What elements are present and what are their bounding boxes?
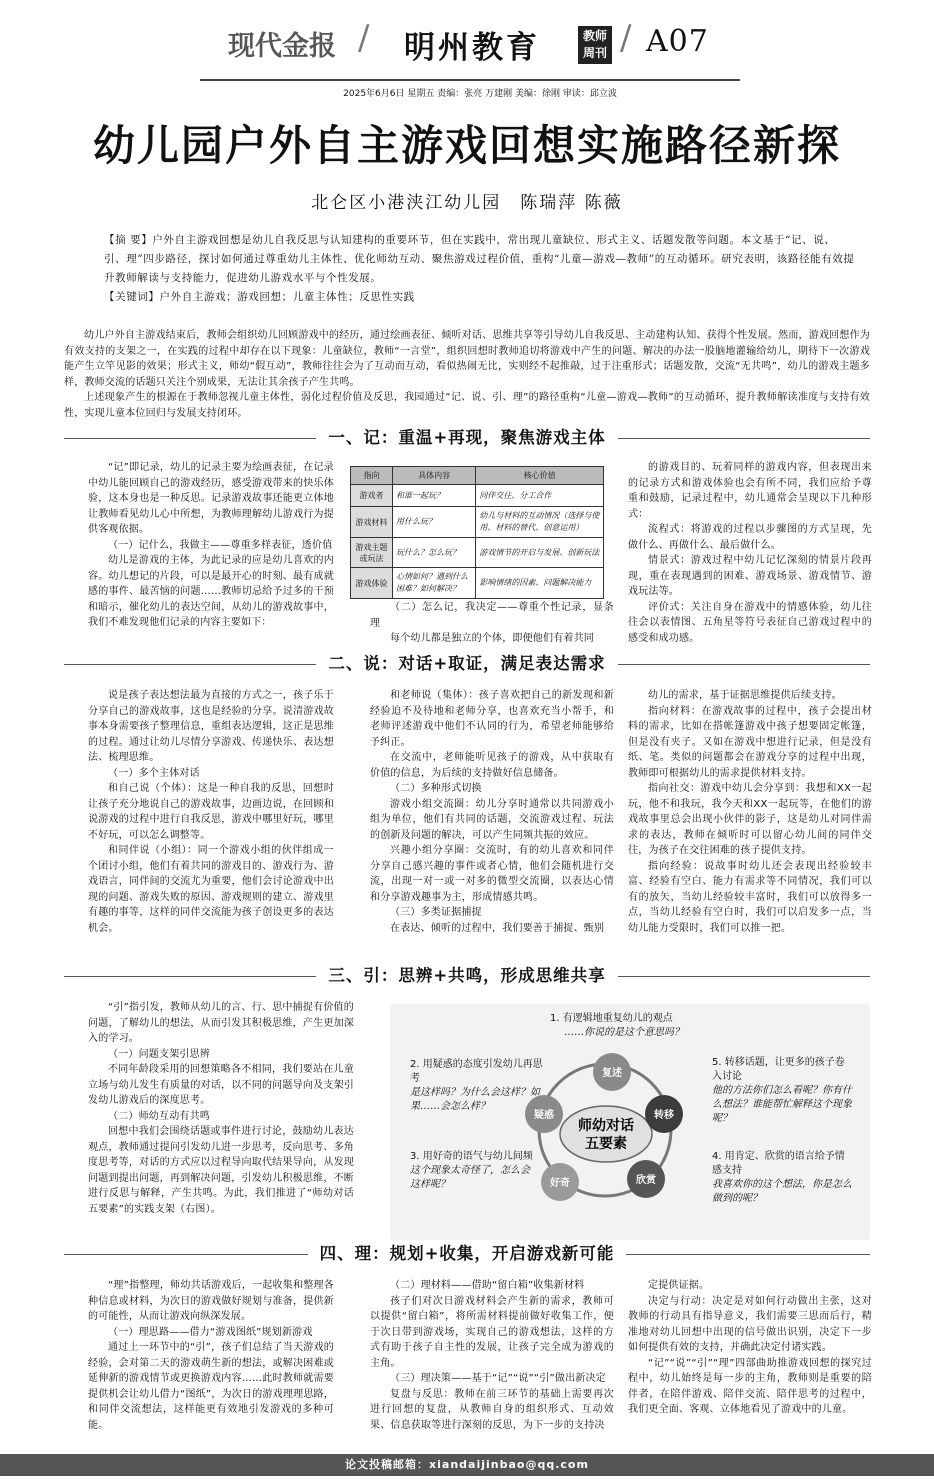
table-cell: 游戏主题或玩法 bbox=[351, 538, 393, 568]
column bbox=[628, 688, 872, 936]
abstract-block bbox=[104, 231, 856, 307]
diagram-note-4 bbox=[712, 1150, 854, 1206]
dateline: 2025年6月6日 星期五 责编：张亮 万建刚 美编：徐刚 审读：邱立波 bbox=[343, 89, 617, 99]
table-row bbox=[351, 568, 604, 599]
paragraph: “引”指引发，教师从幼儿的言、行、思中捕捉有价值的问题，了解幼儿的想法，从而引发其积极思维，产生更加深入的学习。 bbox=[88, 1002, 354, 1044]
paragraph: 在表达、倾听的过程中，我们要善于捕捉、甄别 bbox=[390, 922, 605, 934]
paragraph: 决定与行动：决定是对如何行动做出主张，这对教师的行动具有指导意义，我们需要三思而后行，精准地对幼儿回想中出现的信号做出识别，决定下一步如何提供有效的支持，并确此决定付诸实践。 bbox=[628, 1295, 872, 1353]
subheading: （二）理材料——借助“留白箱”收集新材料 bbox=[390, 1280, 585, 1291]
paragraph: 说是孩子表达想法最为直接的方式之一，孩子乐于分享自己的游戏故事，这也是经验的分享。说清游戏故事本身需要孩子整理信息，重组表达逻辑，这正是思维的过程。通过让幼儿尽情分享游戏、传递快乐、表达想法、梳理思维。 bbox=[88, 690, 334, 763]
paper-name: 现代金报 bbox=[228, 31, 336, 62]
table-cell: 和谁一起玩？ bbox=[393, 485, 476, 507]
section-heading bbox=[64, 650, 870, 678]
paragraph: 幼儿是游戏的主体，为此记录的应是幼儿喜欢的内容。幼儿想记的片段，可以是最开心的时刻、最有成就感的事件、最苦恼的问题……教师切忌给予过多的干预和暗示，催化幼儿的表达空间，从幼儿的游戏故事中，我们不难发现他们记录的内容主要如下： bbox=[88, 555, 334, 628]
article-byline: 北仑区小港浃江幼儿园 陈瑞萍 陈薇 bbox=[311, 193, 623, 213]
table-row bbox=[351, 538, 604, 568]
table-cell: 同伴交往、分工合作 bbox=[476, 485, 604, 507]
section-title: 三、引：思辨+共鸣，形成思维共享 bbox=[316, 966, 617, 985]
section-heading bbox=[64, 962, 870, 990]
paragraph: 上述现象产生的根源在于教师忽视儿童主体性，弱化过程价值及反思，我园通过“记、说、引、理”的路径重构“儿童—游戏—教师”的互动循环，提升教师解读准度与支持有效性，实现儿童本位回归与发展支持闭环。 bbox=[64, 392, 870, 419]
table-cell: 幼儿与材料的互动情况（选择与使用、材料的替代、创意运用） bbox=[476, 507, 604, 538]
note-title: 4. 用肯定、欣赏的语言给予情感支持 bbox=[712, 1151, 845, 1176]
paragraph: 评价式：关注自身在游戏中的情感体验，幼儿往往会以表情图、五角星等符号表征自己游戏过程中的感受和成功感。 bbox=[628, 601, 872, 644]
section-heading bbox=[64, 424, 870, 452]
subheading: （一）记什么，我做主——尊重多样表征，透价值 bbox=[108, 539, 333, 551]
column bbox=[88, 688, 334, 936]
table-cell: 游戏者 bbox=[351, 485, 393, 507]
column bbox=[370, 600, 614, 647]
note-text: 我喜欢你的这个想法，你是怎么做到的呢？ bbox=[712, 1179, 852, 1204]
subheading: （二）怎么记，我决定——尊重个性记录，显条理 bbox=[370, 602, 614, 629]
subheading: （一）多个主体对话 bbox=[108, 767, 200, 779]
table-header: 具体内容 bbox=[393, 467, 476, 485]
node-label: 好奇 bbox=[550, 1178, 570, 1189]
paragraph: 复盘与反思：教师在前三环节的基础上需要再次进行回想的复盘，从教师自身的组织形式、互动效果、信息获取等进行深刻的反思，为下一步的支持决 bbox=[370, 1388, 614, 1431]
abstract: 【摘 要】户外自主游戏回想是幼儿自我反思与认知建构的重要环节，但在实践中，常出现儿童缺位、形式主义、话题发散等问题。本文基于“记、说、引、理”四步路径，探讨如何通过尊重幼儿主体性、优化师幼互动、聚焦游戏过程价值，重构“儿童—游戏—教师”的互动循环。研究表明，该路径能有效提升教师解读与支持能力，促进幼儿游戏水平与个性发展。 bbox=[104, 234, 855, 284]
keywords: 【关键词】户外自主游戏；游戏回想；儿童主体性；反思性实践 bbox=[104, 291, 415, 303]
table-cell: 心情如何？遇到什么困难？如何解决？ bbox=[393, 568, 476, 599]
paragraph: 通过上一环节中的“引”，孩子们总结了当天游戏的经验，会对第二天的游戏萌生新的想法，或解决困难或延伸新的游戏情节或更换游戏内容……此时教师就需要提供机会让幼儿借力“图纸”，为次日的游戏理理思路，和同伴交流想法，这样能更有效地引发游戏的多种可能。 bbox=[88, 1342, 334, 1431]
column bbox=[628, 460, 872, 646]
note-title: 3. 用好奇的语气与幼儿间频 bbox=[410, 1151, 533, 1162]
article-headline: 幼儿园户外自主游戏回想实施路径新探 bbox=[92, 121, 841, 170]
table-cell: 玩什么？怎么玩？ bbox=[393, 538, 476, 568]
diagram-note-3 bbox=[410, 1150, 538, 1192]
separator: / bbox=[620, 18, 632, 58]
table-cell: 游戏材料 bbox=[351, 507, 393, 538]
note-title: 1. 有逻辑地重复幼儿的观点 bbox=[550, 1013, 673, 1024]
section-title: 一、记：重温+再现，聚焦游戏主体 bbox=[316, 428, 617, 447]
note-text: ……你说的是这个意思吗？ bbox=[564, 1027, 684, 1038]
page-number: A07 bbox=[646, 24, 709, 59]
paragraph: 回想中我们会围绕话题或事件进行讨论，鼓励幼儿表达观点，教师通过提问引发幼儿进一步思考，反向思考、多角度思考等，对话的方式应以过程导向取代结果导向，从发现问题到提出问题，再到解决问题，引发幼儿积极思维，不断进行反思与解释，产生共鸣。为此，我们推进了“师幼对话五要素”的实践支架（右图）。 bbox=[88, 1126, 354, 1215]
footer-submission-email: 论文投稿邮箱：xiandaijinbao@qq.com bbox=[0, 1454, 934, 1476]
node-label: 复述 bbox=[602, 1068, 622, 1079]
subheading: （三）多类证据捕捉 bbox=[390, 907, 482, 918]
table-row bbox=[351, 507, 604, 538]
subheading: （一）问题支架引思辨 bbox=[108, 1048, 210, 1060]
separator: / bbox=[358, 18, 370, 58]
paragraph: “记”“说”“引”“理”四部曲助推游戏回想的探究过程中，幼儿始终是每一步的主角，教师则是重要的陪伴者，在陪伴游戏、陪伴交流、陪伴思考的过程中，我们更全面、客观、立体地看见了游戏中的儿童。 bbox=[628, 1357, 872, 1415]
paragraph: 不同年龄段采用的回想策略各不相同，我们要站在儿童立场与幼儿发生有质量的对话，以不同的问题导向及支架引发幼儿游戏后的深度思考。 bbox=[88, 1064, 354, 1106]
paragraph: “记”即记录，幼儿的记录主要为绘画表征，在记录中幼儿能回顾自己的游戏经历，感受游戏带来的快乐体验，这本身也是一种反思。记录游戏故事还能更立体地让教师看见幼儿心中所想，为教师理解幼儿游戏行为提供客观依据。 bbox=[88, 462, 334, 535]
paragraph: 和同伴说（小组）：同一个游戏小组的伙伴组成一个团讨小组，他们有着共同的游戏目的、游戏行为、游戏语言，同伴间的交流尤为重要，他们会讨论游戏中出现的问题、游戏失败的原因、游戏规则的建立、游戏里有趣的事等，这样的同伴交流能为孩子创设更多的表达机会。 bbox=[88, 845, 334, 934]
center-label-line1: 师幼对话 bbox=[578, 1118, 634, 1134]
column bbox=[370, 1278, 614, 1433]
paragraph: 指向材料：在游戏故事的过程中，孩子会提出材料的需求，比如在搭帐篷游戏中孩子想要固定帐篷，但是没有夹子。又如在游戏中想进行记录，但是没有纸、笔。类似的问题都会在游戏分享的过程中出现，教师即可根据幼儿的需求提供材料支持。 bbox=[628, 705, 872, 779]
weekly-badge: 教师周刊 bbox=[578, 26, 612, 64]
node-label: 转移 bbox=[654, 1110, 674, 1121]
paragraph: 游戏小组交流圈：幼儿分享时通常以共同游戏小组为单位，他们有共同的话题，交流游戏过程、玩法的创新及问题的解决，可以产生同频共振的效应。 bbox=[370, 798, 614, 841]
intro-paragraphs bbox=[64, 328, 870, 421]
table-cell: 游戏体验 bbox=[351, 568, 393, 599]
masthead bbox=[0, 0, 934, 80]
diagram-note-1 bbox=[550, 1012, 750, 1040]
table-cell: 游戏情节的开启与发展、创新玩法 bbox=[476, 538, 604, 568]
diagram-center bbox=[560, 1106, 652, 1162]
subheading: （一）理思路——借力“游戏图纸”规划新游戏 bbox=[108, 1326, 313, 1338]
paragraph: 和老师说（集体）：孩子喜欢把自己的新发现和新经验迫不及待地和老师分享，也喜欢充当小帮手，和老师评述游戏中他们不认同的行为，希望老师能够给予纠正。 bbox=[370, 690, 614, 748]
paragraph: 兴趣小组分享圈：交流时，有的幼儿喜欢和同伴分享自己感兴趣的事件或者心情，他们会随机进行交流，出现一对一或一对多的微型交流圈，以表达心情和分享游戏趣事为主，形成情感共鸣。 bbox=[370, 845, 614, 903]
paragraph: 指向经验：说故事时幼儿还会表现出经验较丰富、经验有空白、能力有需求等不同情况，我们可以有的放矢，当幼儿经验较丰富时，我们可以放得多一点，当幼儿经验有空白时，我们可以启发多一点，当幼儿能力受限时，我们可以推一把。 bbox=[628, 860, 872, 934]
subheading: （二）师幼互动有共鸣 bbox=[108, 1110, 210, 1122]
section-title: 四、理：规划+收集，开启游戏新可能 bbox=[308, 1244, 627, 1263]
table-header: 指向 bbox=[351, 467, 393, 485]
masthead-rule bbox=[200, 79, 740, 81]
diagram-note-5 bbox=[712, 1056, 854, 1126]
paragraph: 流程式：将游戏的过程以步骤图的方式呈现，先做什么、再做什么、最后做什么。 bbox=[628, 524, 872, 551]
column bbox=[88, 1278, 334, 1433]
paragraph: 情景式：游戏过程中幼儿记忆深刻的情景片段再现，重在表现遇到的困难、游戏场景、游戏情节、游戏玩法等。 bbox=[628, 555, 872, 597]
note-text: 这个现象太奇怪了，怎么会这样呢？ bbox=[410, 1165, 530, 1190]
note-text: 他的方法你们怎么看呢？你有什么想法？谁能帮忙解释这个现象呢？ bbox=[712, 1085, 852, 1124]
subheading: （二）多种形式切换 bbox=[390, 783, 482, 794]
paragraph: 每个幼儿都是独立的个体，即便他们有着共同 bbox=[390, 633, 594, 644]
table-header: 核心价值 bbox=[476, 467, 604, 485]
subheading: （三）理决策——基于“记”“说”“引”做出新决定 bbox=[390, 1373, 606, 1384]
table-cell: 用什么玩？ bbox=[393, 507, 476, 538]
record-content-table bbox=[350, 466, 604, 599]
note-text: 是这样吗？为什么会这样？如果……会怎么样？ bbox=[410, 1087, 540, 1112]
paragraph: 和自己说（个体）：这是一种自我的反思，回想时让孩子充分地说自己的游戏故事，边画边说，在回顾和说游戏的过程中进行自我反思，游戏中哪里好玩，哪里不好玩，可以怎么调整等。 bbox=[88, 783, 334, 841]
paragraph: “理”指整理，师幼共话游戏后，一起收集和整理各种信息或材料，为次日的游戏做好规划与准备，提供新的可能性，从而让游戏向纵深发展。 bbox=[88, 1280, 334, 1322]
paragraph: 在交流中，老师能听见孩子的游戏，从中获取有价值的信息，为后续的支持做好信息储备。 bbox=[370, 752, 614, 779]
node-label: 欣赏 bbox=[636, 1175, 656, 1186]
section-heading bbox=[64, 1240, 870, 1268]
paragraph: 定提供证据。 bbox=[648, 1280, 710, 1291]
note-title: 5. 转移话题，让更多的孩子卷入讨论 bbox=[712, 1057, 845, 1082]
paragraph: 指向社交：游戏中幼儿会分享到：我想和XX一起玩，他不和我玩，我今天和XX一起玩等，在他们的游戏故事里总会出现小伙伴的影子，这是幼儿对同伴需求的表达，教师在倾听时可以留心幼儿间的同伴交往，为孩子在交往困难的孩子提供支持。 bbox=[628, 783, 872, 856]
section-name: 明州教育 bbox=[404, 30, 540, 66]
paragraph: 的游戏目的、玩着同样的游戏内容，但表现出来的记录方式和游戏体验也会有所不同，我们应给予尊重和鼓励，记录过程中，幼儿通常会呈现以下几种形式： bbox=[628, 462, 872, 520]
paragraph: 幼儿户外自主游戏结束后，教师会组织幼儿回顾游戏中的经历，通过绘画表征、倾听对话、思维共享等引导幼儿自我反思、主动建构认知、获得个性发展。然而，游戏回想作为有效支持的支架之一，在实践的过程中却存在以下现象：儿童缺位，教师“一言堂”，组织回想时教师追切将游戏中产生的问题、解决的办法一股脑地灌输给幼儿，期待下一次游戏能产生立竿见影的效果；形式主义，师幼“假互动”，教师往往会为了互动而互动，看似热闹无比，实则经不起推敲，过于注重形式；话题发散，交流“无共鸣”，幼儿的游戏主题多样，教师交流的话题只关注个别成果，无法让其余孩子产生共鸣。 bbox=[64, 330, 870, 388]
node-label: 疑惑 bbox=[534, 1110, 554, 1121]
section-title: 二、说：对话+取证，满足表达需求 bbox=[316, 654, 617, 673]
note-title: 2. 用疑惑的态度引发幼儿再思考 bbox=[410, 1059, 543, 1084]
paragraph: 孩子们对次日游戏材料会产生新的需求，教师可以提供“留白箱”，将所需材料提前做好收集工作，便于次日带到游戏场，实现自己的游戏想法，这样的方式有助于孩子自主性的发展，让孩子完全成为游戏的主角。 bbox=[370, 1295, 614, 1369]
column bbox=[628, 1278, 872, 1418]
diagram-note-2 bbox=[410, 1058, 550, 1114]
column bbox=[88, 1000, 354, 1217]
table-row bbox=[351, 485, 604, 507]
dialogue-five-elements-diagram bbox=[390, 1004, 870, 1240]
center-label-line2: 五要素 bbox=[585, 1136, 627, 1152]
column bbox=[88, 460, 334, 631]
table-cell: 影响情绪的因素、问题解决能力 bbox=[476, 568, 604, 599]
paragraph: 幼儿的需求，基于证据思维提供后续支持。 bbox=[648, 690, 842, 701]
column bbox=[370, 688, 614, 936]
